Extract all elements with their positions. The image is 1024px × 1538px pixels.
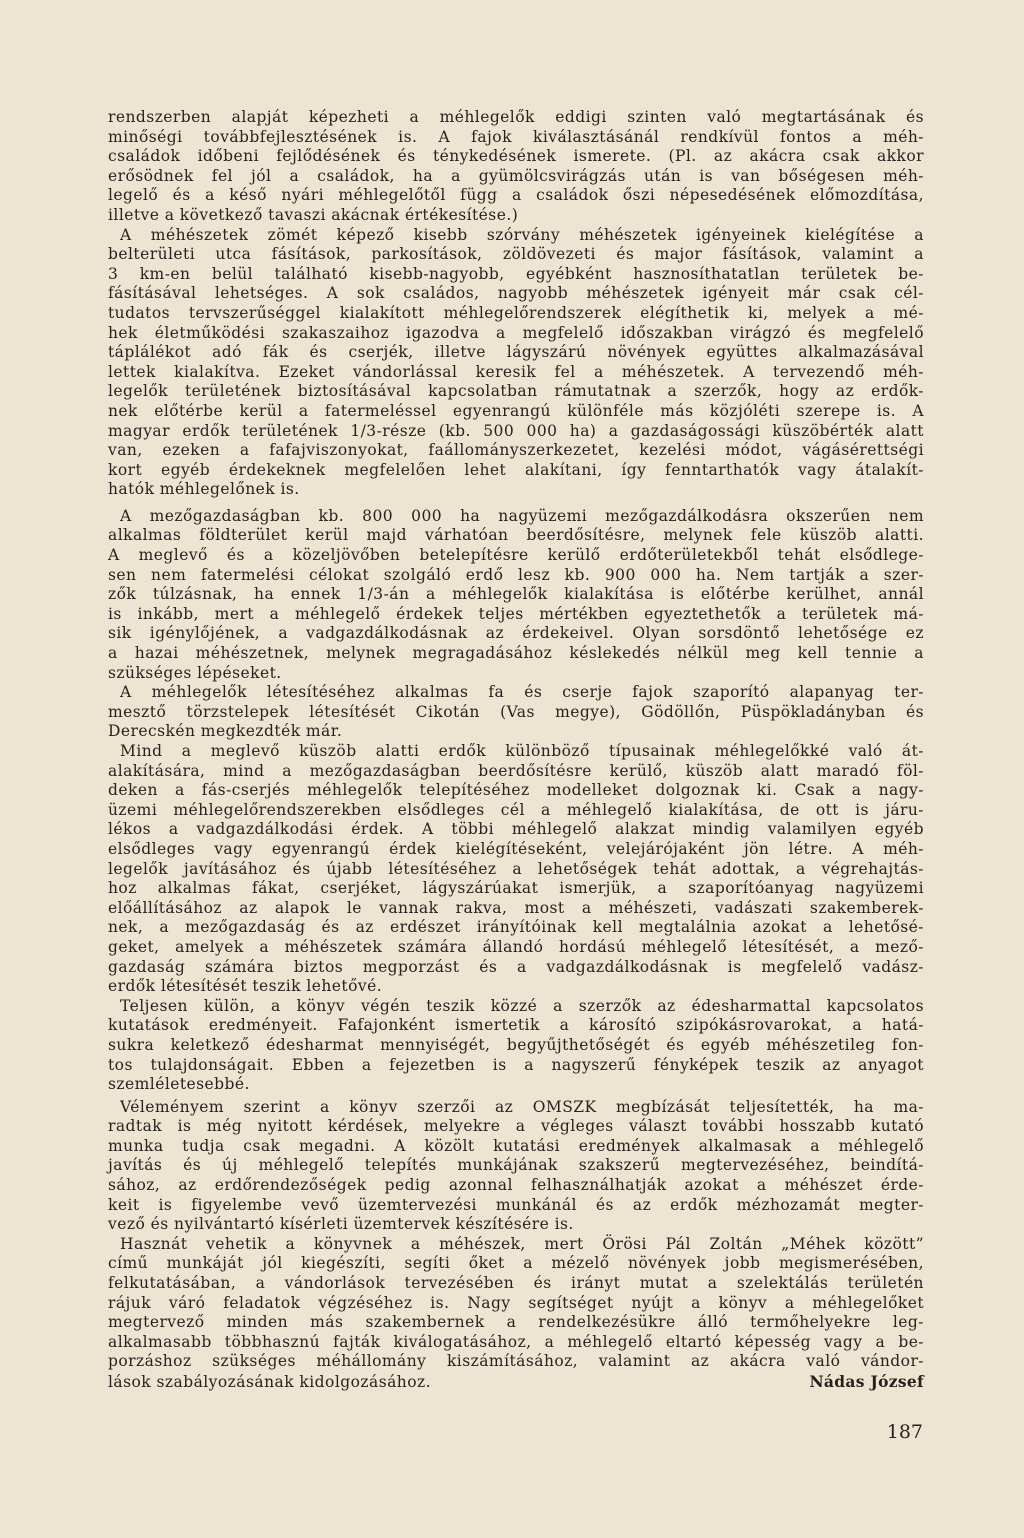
text-line: sához, az erdőrendezőségek pedig azonnal felhasználhatják azokat a méhészet érde- bbox=[108, 1176, 924, 1195]
text-line: táplálékot adó fák és cserjék, illetve lágyszárú növények együttes alkalmazásával bbox=[108, 343, 924, 362]
text-line: zők túlzásnak, ha ennek 1/3-án a méhlegelők kialakítása is előtérbe kerülhet, annál bbox=[108, 585, 924, 604]
text-line: magyar erdők területének 1/3-része (kb. 500 000 ha) a gazdaságossági küszöbérték alatt bbox=[108, 421, 924, 440]
text-line: sen nem fatermelési célokat szolgáló erdő lesz kb. 900 000 ha. Nem tartják a szer- bbox=[108, 565, 924, 584]
text-line: A mezőgazdaságban kb. 800 000 ha nagyüzemi mezőgazdálkodásra okszerűen nem bbox=[120, 506, 924, 525]
text-line: tudatos tervszerűséggel kialakított méhlegelőrendszerek elégíthetik ki, melyek a mé- bbox=[108, 303, 924, 322]
text-line: szemléletesebbé. bbox=[108, 1075, 250, 1094]
text-line: alkalmas földterület kerül majd várhatóan beerdősítésre, melynek fele küszöb alatti. bbox=[108, 526, 924, 545]
text-line: hoz alkalmas fákat, cserjéket, lágyszárúakat ismerjük, a szaporítóanyag nagyüzemi bbox=[108, 879, 924, 898]
text-line: Teljesen külön, a könyv végén teszik közzé a szerzők az édesharmattal kapcsolatos bbox=[120, 996, 924, 1015]
text-line: deken a fás-cserjés méhlegelők telepítéséhez modelleket dolgoznak ki. Csak a nagy- bbox=[108, 781, 924, 800]
closing-line bbox=[108, 1372, 924, 1392]
text-line: rájuk váró feladatok végzéséhez is. Nagy segítséget nyújt a könyv a méhlegelőket bbox=[108, 1293, 924, 1312]
text-line: minőségi továbbfejlesztésének is. A fajok kiválasztásánál rendkívül fontos a méh- bbox=[108, 127, 924, 146]
text-line: családok időbeni fejlődésének és ténykedésének ismerete. (Pl. az akácra csak akkor bbox=[108, 147, 924, 166]
text-line: is inkább, mert a méhlegelő érdekek teljes mértékben egyeztethetők a területek má- bbox=[108, 604, 924, 623]
text-line: legelők területének biztosításával kapcsolatban rámutatnak a szerzők, hogy az erdők- bbox=[108, 382, 924, 401]
text-line: előállításához az alapok le vannak rakva, most a méhészeti, vadászati szakemberek- bbox=[108, 898, 924, 917]
text-line: keit is figyelembe vevő üzemtervezési munkánál és az erdők mézhozamát megter- bbox=[108, 1195, 924, 1214]
text-line: című munkáját jól kiegészíti, segíti őket a mézelő növények jobb megismerésében, bbox=[108, 1254, 924, 1273]
text-line: hek életműködési szakaszaihoz igazodva a megfelelő időszakban virágzó és megfelelő bbox=[108, 323, 924, 342]
text-line: lettek kialakítva. Ezeket vándorlással keresik fel a méhészetek. A tervezendő méh- bbox=[108, 362, 924, 381]
text-line: 3 km-en belül található kisebb-nagyobb, egyébként hasznosíthatatlan területek be- bbox=[108, 264, 924, 283]
text-line: hatók méhlegelőnek is. bbox=[108, 480, 300, 499]
text-line: porzáshoz szükséges méhállomány kiszámításához, valamint az akácra való vándor- bbox=[108, 1352, 924, 1371]
text-line: nek előtérbe kerül a fatermeléssel egyenrangú különféle más közjóléti szerepe is. A bbox=[108, 401, 924, 420]
text-line: tos tulajdonságait. Ebben a fejezetben is a nagyszerű fényképek teszik az anyagot bbox=[108, 1055, 924, 1074]
paragraph bbox=[108, 108, 924, 226]
author-signature: Nádas József bbox=[809, 1372, 924, 1391]
text-line: munka tudja csak megadni. A közölt kutatási eredmények alkalmasak a méhlegelő bbox=[108, 1136, 924, 1155]
text-line: belterületi utca fásítások, parkosítások, zöldövezeti és major fásítások, valamint a bbox=[108, 245, 924, 264]
text-line: a hazai méhészetnek, melynek megragadásához késlekedés nélkül meg kell tennie a bbox=[108, 644, 924, 663]
text-line: geket, amelyek a méhészetek számára állandó hordású méhlegelő létesítését, a mező- bbox=[108, 937, 924, 956]
text-line: erősödnek fel jól a családok, ha a gyümölcsvirágzás után is van bőségesen méh- bbox=[108, 166, 924, 185]
paragraph bbox=[108, 683, 924, 742]
text-line: megtervező minden más szakembernek a rendelkezésükre álló termőhelyekre leg- bbox=[108, 1313, 924, 1332]
text-line: nek, a mezőgazdaság és az erdészet irányítóinak kell megtalálnia azokat a lehetősé- bbox=[108, 918, 924, 937]
text-column bbox=[108, 108, 924, 1392]
text-line: legelő és a késő nyári méhlegelőtől függ a családok őszi népesedésének előmozdítása, bbox=[108, 186, 924, 205]
text-line: üzemi méhlegelőrendszerekben elsődleges cél a méhlegelő kialakítása, de ott is járu- bbox=[108, 800, 924, 819]
text-line: illetve a következő tavaszi akácnak értékesítése.) bbox=[108, 205, 519, 224]
text-line: kort egyéb érdekeknek megfelelően lehet alakítani, így fenntarthatók vagy átalakít- bbox=[108, 460, 924, 479]
text-line: van, ezeken a fafajviszonyokat, faállományszerkezetet, kezelési módot, vágásérettségi bbox=[108, 441, 924, 460]
page-number: 187 bbox=[886, 1421, 923, 1443]
text-line: rendszerben alapját képezheti a méhlegelők eddigi szinten való megtartásának és bbox=[108, 108, 924, 126]
paragraph bbox=[108, 1235, 924, 1392]
text-line: legelők javításához és újabb létesítéséhez a lehetőségek tehát adottak, a végrehajtás- bbox=[108, 859, 924, 878]
paragraph bbox=[108, 1098, 924, 1235]
text-line: gazdaság számára biztos megporzást és a vadgazdálkodásnak is megfelelő vadász- bbox=[108, 957, 924, 976]
text-line: felkutatásában, a vándorlások tervezésében és irányt mutat a szelektálás területén bbox=[108, 1274, 924, 1293]
text-line: A méhészetek zömét képező kisebb szórvány méhészetek igényeinek kielégítése a bbox=[120, 225, 924, 244]
text-line: javítás és új méhlegelő telepítés munkájának szakszerű megtervezéséhez, beindítá- bbox=[108, 1156, 924, 1175]
text-line: fásításával lehetséges. A sok családos, nagyobb méhészetek igényeit már csak cél- bbox=[108, 284, 924, 303]
text-line: lások szabályozásának kidolgozásához. bbox=[108, 1373, 431, 1391]
text-line: Mind a meglevő küszöb alatti erdők különböző típusainak méhlegelőkké való át- bbox=[120, 742, 924, 760]
paragraph bbox=[108, 742, 924, 997]
text-line: sik igénylőjének, a vadgazdálkodásnak az érdekeivel. Olyan sorsdöntő lehetősége ez bbox=[108, 624, 924, 643]
text-line: erdők létesítését teszik lehetővé. bbox=[108, 977, 383, 996]
text-line: A méhlegelők létesítéséhez alkalmas fa és cserje fajok szaporító alapanyag ter- bbox=[120, 683, 924, 702]
text-line: vező és nyilvántartó kísérleti üzemtervek készítésére is. bbox=[108, 1215, 574, 1234]
text-line: Véleményem szerint a könyv szerzői az OMSZK megbízását teljesítették, ha ma- bbox=[120, 1097, 924, 1116]
paragraph bbox=[108, 226, 924, 500]
text-line: szükséges lépéseket. bbox=[108, 663, 282, 682]
text-line: kutatások eredményeit. Fafajonként ismertetik a károsító szipókásrovarokat, a hatá- bbox=[108, 1016, 924, 1035]
text-line: Derecskén megkezdték már. bbox=[108, 722, 343, 741]
text-line: A meglevő és a közeljövőben betelepítésre kerülő erdőterületekből tehát elsődlege- bbox=[108, 546, 924, 565]
text-line: elsődleges vagy egyenrangú érdek kielégítéseként, velejárójaként jön létre. A méh- bbox=[108, 839, 924, 858]
text-line: mesztő törzstelepek létesítését Cikotán (Vas megye), Gödöllőn, Püspökladányban és bbox=[108, 702, 924, 721]
text-line: alkalmasabb többhasznú fajták kiválogatásához, a méhlegelő eltartó képesség vagy a be- bbox=[108, 1332, 924, 1351]
text-line: radtak is még nyitott kérdések, melyekre a végleges választ további hosszabb kutató bbox=[108, 1117, 924, 1136]
paragraph bbox=[108, 997, 924, 1095]
text-line: lékos a vadgazdálkodási érdek. A többi méhlegelő alakzat mindig valamilyen egyéb bbox=[108, 820, 924, 839]
text-line: sukra keletkező édesharmat mennyiségét, begyűjthetőségét és egyéb méhészetileg fon- bbox=[108, 1035, 924, 1054]
text-line: alakítására, mind a mezőgazdaságban beerdősítésre kerülő, küszöb alatt maradó föl- bbox=[108, 761, 924, 780]
paragraph bbox=[108, 507, 924, 683]
text-line: Hasznát vehetik a könyvnek a méhészek, mert Örösi Pál Zoltán „Méhek között” bbox=[120, 1234, 924, 1253]
